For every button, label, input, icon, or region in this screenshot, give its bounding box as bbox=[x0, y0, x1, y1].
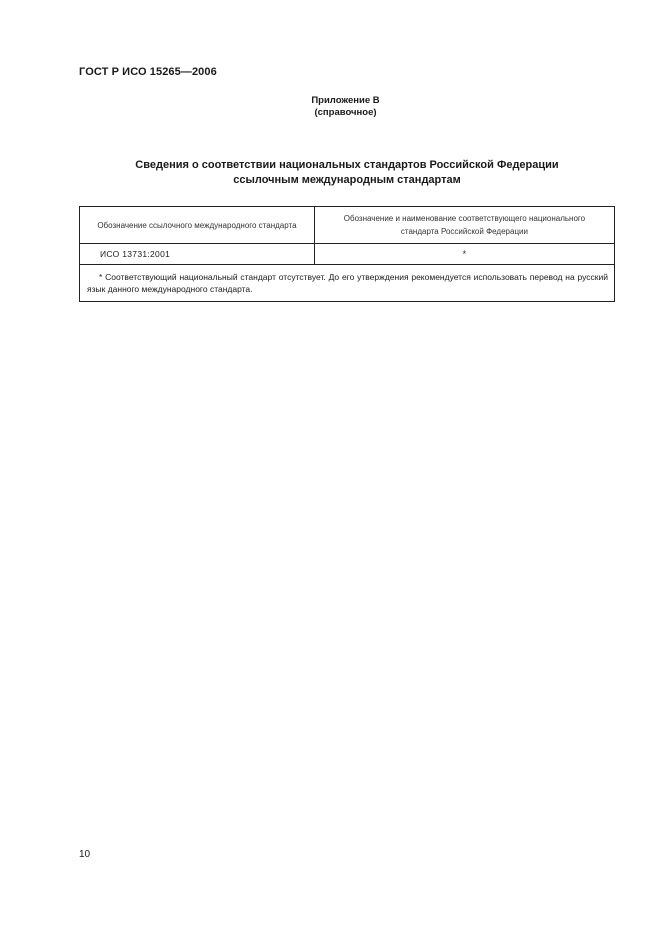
page-number: 10 bbox=[79, 849, 91, 860]
cell-ref-standard: ИСО 13731:2001 bbox=[80, 244, 315, 265]
cell-national-standard: * bbox=[314, 244, 614, 265]
table-header-row bbox=[80, 207, 615, 244]
annex-heading bbox=[0, 95, 661, 119]
annex-subtitle: (справочное) bbox=[314, 107, 377, 118]
annex-title: Приложение В bbox=[311, 95, 380, 106]
document-code: ГОСТ Р ИСО 15265—2006 bbox=[79, 66, 217, 78]
section-title bbox=[79, 158, 615, 188]
standards-correspondence-table bbox=[79, 206, 615, 302]
header-ref-standard: Обозначение ссылочного международного стандарта bbox=[80, 207, 315, 244]
section-title-line1: Сведения о соответствии национальных стандартов Российской Федерации bbox=[135, 159, 559, 171]
section-title-line2: ссылочным международным стандартам bbox=[233, 174, 461, 186]
table-row bbox=[80, 244, 615, 265]
header-national-standard: Обозначение и наименование соответствующего национального стандарта Российской Федерации bbox=[314, 207, 614, 244]
table-footnote-row bbox=[80, 265, 615, 302]
table-footnote: * Соответствующий национальный стандарт отсутствует. До его утверждения рекомендуется использовать перевод на русский язык данного международного стандарта. bbox=[80, 265, 615, 302]
